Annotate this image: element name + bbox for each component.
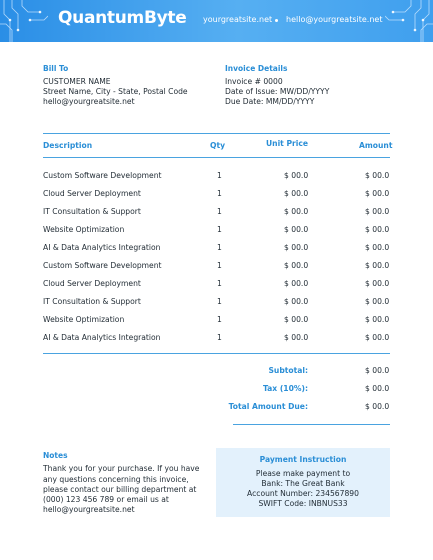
item-amount: $ 00.0 bbox=[365, 333, 390, 342]
item-qty: 1 bbox=[217, 261, 222, 270]
item-amount: $ 00.0 bbox=[365, 189, 390, 198]
circuit-decoration-right bbox=[385, 0, 433, 42]
table-row bbox=[0, 315, 433, 333]
total-due-value: $ 00.0 bbox=[365, 402, 390, 411]
header-email[interactable]: hello@yourgreatsite.net bbox=[286, 15, 383, 24]
item-amount: $ 00.0 bbox=[365, 279, 390, 288]
table-row bbox=[0, 261, 433, 279]
item-unit-price: $ 00.0 bbox=[284, 189, 309, 198]
invoice-header bbox=[0, 0, 433, 42]
item-qty: 1 bbox=[217, 243, 222, 252]
notes-line: Thank you for your purchase. If you have bbox=[43, 464, 200, 473]
item-unit-price: $ 00.0 bbox=[284, 279, 309, 288]
table-row bbox=[0, 225, 433, 243]
notes-line: (000) 123 456 789 or email us at bbox=[43, 495, 169, 504]
tax-value: $ 00.0 bbox=[365, 384, 390, 393]
item-description: IT Consultation & Support bbox=[43, 297, 141, 306]
table-row bbox=[0, 171, 433, 189]
table-row bbox=[0, 333, 433, 351]
item-unit-price: $ 00.0 bbox=[284, 333, 309, 342]
table-row bbox=[0, 189, 433, 207]
total-due-label: Total Amount Due: bbox=[228, 402, 308, 411]
payment-account-number: Account Number: 234567890 bbox=[247, 489, 359, 498]
notes-email: hello@yourgreatsite.net bbox=[43, 505, 135, 514]
payment-instruction-label: Payment Instruction bbox=[259, 455, 347, 464]
item-qty: 1 bbox=[217, 315, 222, 324]
item-description: Website Optimization bbox=[43, 315, 125, 324]
subtotal-value: $ 00.0 bbox=[365, 366, 390, 375]
notes-line: please contact our billing department at bbox=[43, 485, 197, 494]
item-amount: $ 00.0 bbox=[365, 297, 390, 306]
table-header-rule bbox=[43, 157, 390, 158]
circuit-decoration-left bbox=[0, 0, 48, 42]
customer-name: CUSTOMER NAME bbox=[43, 77, 111, 86]
item-description: AI & Data Analytics Integration bbox=[43, 333, 161, 342]
tax-label: Tax (10%): bbox=[262, 384, 308, 393]
item-amount: $ 00.0 bbox=[365, 261, 390, 270]
invoice-number: Invoice # 0000 bbox=[225, 77, 283, 86]
payment-instruction-box bbox=[216, 448, 390, 517]
item-amount: $ 00.0 bbox=[365, 207, 390, 216]
item-amount: $ 00.0 bbox=[365, 225, 390, 234]
item-description: Cloud Server Deployment bbox=[43, 189, 141, 198]
totals-rule bbox=[233, 424, 390, 425]
table-row bbox=[0, 297, 433, 315]
notes-label: Notes bbox=[43, 451, 68, 460]
item-qty: 1 bbox=[217, 171, 222, 180]
subtotal-label: Subtotal: bbox=[268, 366, 308, 375]
item-qty: 1 bbox=[217, 207, 222, 216]
table-row bbox=[0, 207, 433, 225]
bill-to-label: Bill To bbox=[43, 64, 69, 73]
table-row bbox=[0, 243, 433, 261]
item-unit-price: $ 00.0 bbox=[284, 261, 309, 270]
issue-date: Date of Issue: MW/DD/YYYY bbox=[225, 87, 330, 96]
invoice-details-label: Invoice Details bbox=[225, 64, 288, 73]
item-amount: $ 00.0 bbox=[365, 315, 390, 324]
table-row bbox=[0, 279, 433, 297]
payment-swift-code: SWIFT Code: INBNUS33 bbox=[258, 499, 348, 508]
header-separator-dot bbox=[275, 19, 278, 22]
column-header-unit-price: Unit Price bbox=[266, 139, 309, 148]
customer-email: hello@yourgreatsite.net bbox=[43, 97, 135, 106]
item-description: Custom Software Development bbox=[43, 171, 162, 180]
payment-line: Please make payment to bbox=[255, 469, 351, 478]
brand-logo-text: QuantumByte bbox=[58, 8, 187, 28]
table-top-rule bbox=[43, 133, 390, 134]
header-website[interactable]: yourgreatsite.net bbox=[203, 15, 273, 24]
item-qty: 1 bbox=[217, 297, 222, 306]
item-amount: $ 00.0 bbox=[365, 243, 390, 252]
column-header-amount: Amount bbox=[359, 141, 393, 150]
item-qty: 1 bbox=[217, 225, 222, 234]
column-header-description: Description bbox=[43, 141, 93, 150]
item-description: Website Optimization bbox=[43, 225, 125, 234]
item-description: IT Consultation & Support bbox=[43, 207, 141, 216]
due-date: Due Date: MM/DD/YYYY bbox=[225, 97, 315, 106]
table-bottom-rule bbox=[43, 353, 390, 354]
item-unit-price: $ 00.0 bbox=[284, 225, 309, 234]
item-unit-price: $ 00.0 bbox=[284, 297, 309, 306]
item-unit-price: $ 00.0 bbox=[284, 171, 309, 180]
item-unit-price: $ 00.0 bbox=[284, 207, 309, 216]
customer-address: Street Name, City - State, Postal Code bbox=[43, 87, 188, 96]
notes-line: any questions concerning this invoice, bbox=[43, 475, 189, 484]
item-unit-price: $ 00.0 bbox=[284, 315, 309, 324]
column-header-qty: Qty bbox=[210, 141, 226, 150]
item-description: Custom Software Development bbox=[43, 261, 162, 270]
item-description: AI & Data Analytics Integration bbox=[43, 243, 161, 252]
item-qty: 1 bbox=[217, 279, 222, 288]
payment-bank: Bank: The Great Bank bbox=[261, 479, 345, 488]
item-description: Cloud Server Deployment bbox=[43, 279, 141, 288]
item-qty: 1 bbox=[217, 333, 222, 342]
item-unit-price: $ 00.0 bbox=[284, 243, 309, 252]
item-amount: $ 00.0 bbox=[365, 171, 390, 180]
item-qty: 1 bbox=[217, 189, 222, 198]
